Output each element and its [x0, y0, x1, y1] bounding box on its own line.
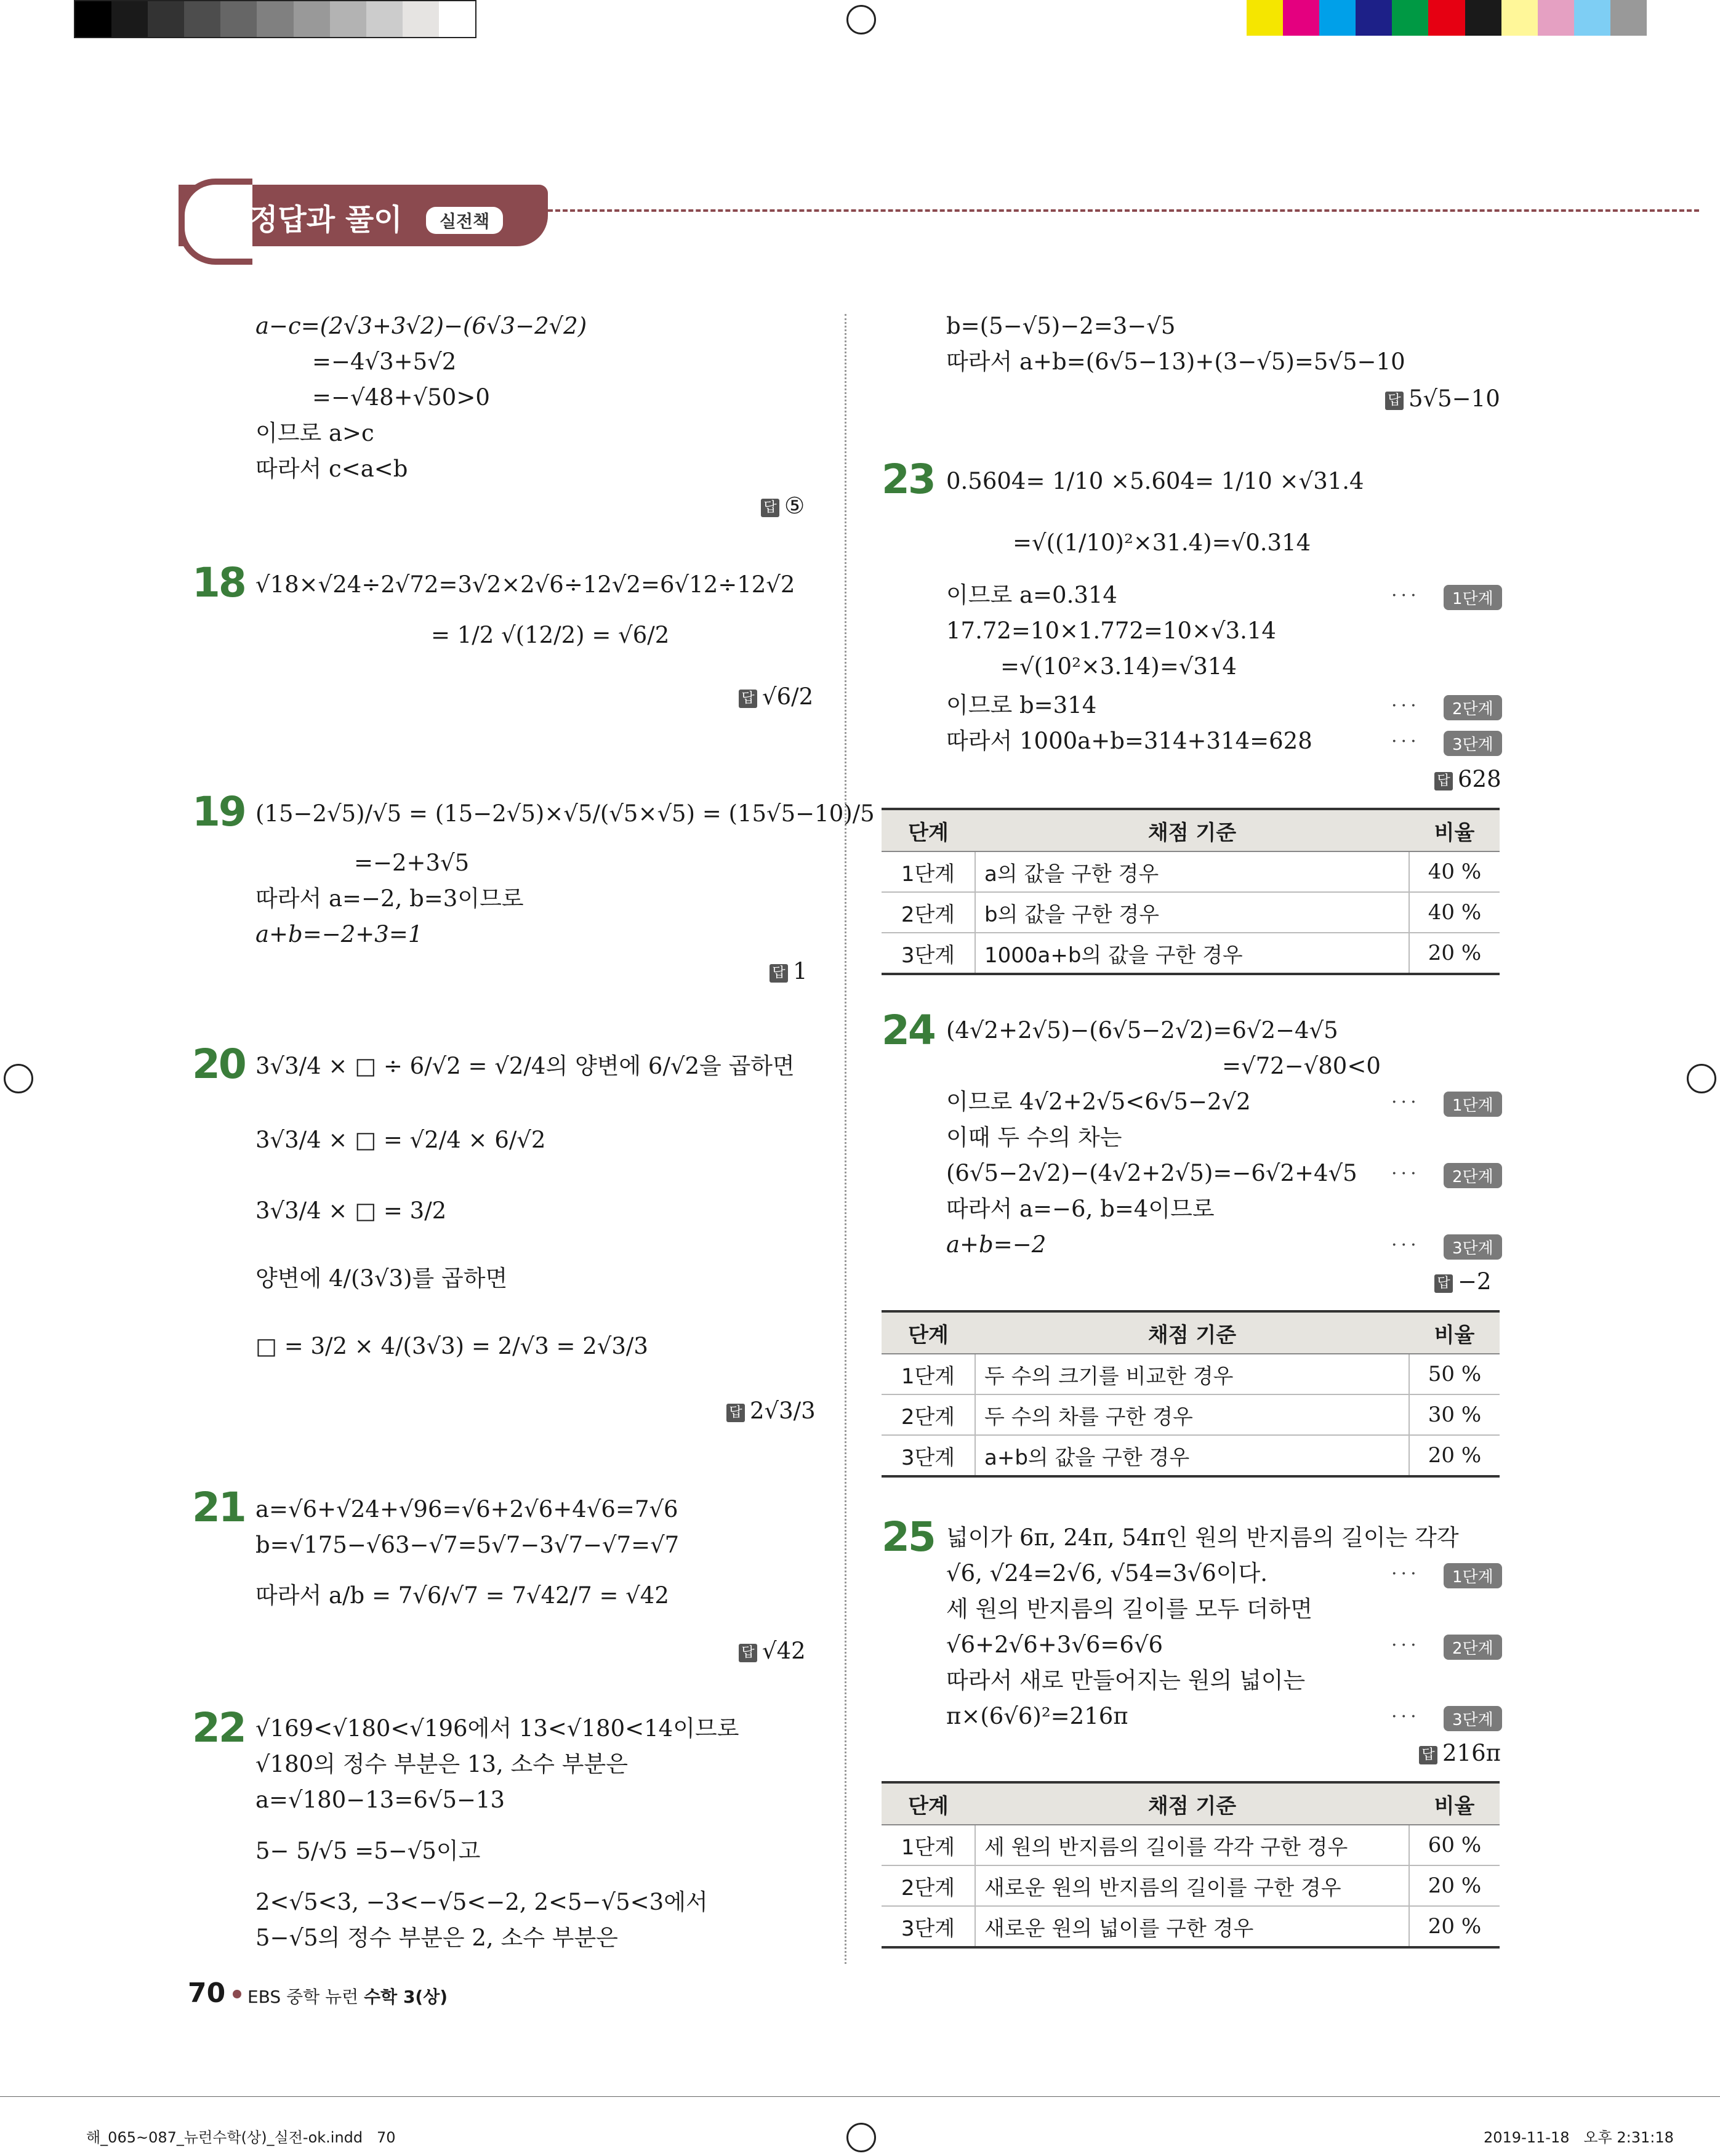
- table-row: [882, 892, 1500, 933]
- p25-line-5: 따라서 새로 만들어지는 원의 넓이는: [946, 1667, 1306, 1694]
- page-number: 70: [188, 1977, 226, 2009]
- header-arc: [179, 179, 252, 265]
- p24-line-5: (6√5−2√2)−(4√2+2√5)=−6√2+4√5: [946, 1160, 1357, 1186]
- p25-step-3: 3단계: [1444, 1706, 1502, 1731]
- answer-icon: 답: [1419, 1746, 1437, 1764]
- prev-answer: [761, 493, 805, 519]
- cell-criteria: a의 값을 구한 경우: [975, 851, 1409, 892]
- table-header-row: [882, 809, 1500, 851]
- p24-step-3-dots: ···: [1391, 1234, 1420, 1256]
- footer-subject: 수학 3(상): [364, 1987, 448, 2007]
- p25-line-2: √6, √24=2√6, √54=3√6이다.: [946, 1560, 1268, 1587]
- cell-step: 2단계: [882, 1865, 975, 1906]
- table-row: [882, 1394, 1500, 1435]
- p20-answer-value: 2√3/3: [750, 1398, 816, 1424]
- p24-step-3: 3단계: [1444, 1234, 1502, 1260]
- cell-ratio: 20 %: [1409, 933, 1500, 974]
- p21-line-2: b=√175−√63−√7=5√7−3√7−√7=√7: [255, 1532, 680, 1558]
- p19-line-4: a+b=−2+3=1: [255, 921, 423, 947]
- header-title: 정답과 풀이: [249, 203, 403, 237]
- answer-icon: 답: [726, 1404, 745, 1422]
- p22-cont-line-2: 따라서 a+b=(6√5−13)+(3−√5)=5√5−10: [946, 348, 1405, 375]
- p19-line-3: 따라서 a=−2, b=3이므로: [255, 885, 524, 912]
- p25-step-1-dots: ···: [1391, 1563, 1420, 1585]
- cell-criteria: 두 수의 크기를 비교한 경우: [975, 1354, 1409, 1394]
- p23-answer: [1434, 766, 1501, 792]
- footer-dot: [233, 1990, 241, 1998]
- p18-answer-value: √6/2: [762, 683, 814, 710]
- p24-line-6: 따라서 a=−6, b=4이므로: [946, 1196, 1215, 1222]
- header-ratio: 비율: [1409, 809, 1500, 851]
- problem-24-number: 24: [882, 1007, 934, 1054]
- calibration-swatch: [111, 1, 148, 37]
- registration-mark-left: [4, 1064, 33, 1093]
- p25-step-2: 2단계: [1444, 1635, 1502, 1660]
- cell-ratio: 40 %: [1409, 851, 1500, 892]
- p24-line-1: (4√2+2√5)−(6√5−2√2)=6√2−4√5: [946, 1017, 1338, 1044]
- color-calibration-bar: [1247, 0, 1647, 36]
- p25-step-3-dots: ···: [1391, 1706, 1420, 1728]
- header-criteria: 채점 기준: [975, 809, 1409, 851]
- calibration-swatch: [1319, 0, 1356, 36]
- p25-answer: [1419, 1740, 1501, 1766]
- calibration-swatch: [1465, 0, 1501, 36]
- p22-cont-line-1: b=(5−√5)−2=3−√5: [946, 313, 1176, 339]
- p23-line-4: 17.72=10×1.772=10×√3.14: [946, 617, 1276, 644]
- cell-criteria: 새로운 원의 넓이를 구한 경우: [975, 1906, 1409, 1947]
- p20-line-5: □ = 3/2 × 4/(3√3) = 2/√3 = 2√3/3: [255, 1333, 648, 1359]
- calibration-swatch: [403, 1, 439, 37]
- header-badge: 실전책: [426, 207, 503, 234]
- p24-line-3: 이므로 4√2+2√5<6√5−2√2: [946, 1088, 1251, 1115]
- problem-19-number: 19: [192, 788, 245, 835]
- answer-icon: 답: [1434, 772, 1453, 790]
- prev-line-5: 따라서 c<a<b: [255, 456, 408, 482]
- p23-line-5: =√(10²×3.14)=√314: [1000, 653, 1237, 680]
- prev-line-4: 이므로 a>c: [255, 420, 374, 446]
- cell-step: 3단계: [882, 1435, 975, 1476]
- table-row: [882, 1435, 1500, 1476]
- answer-icon: 답: [739, 690, 757, 708]
- cell-criteria: a+b의 값을 구한 경우: [975, 1435, 1409, 1476]
- p24-answer-value: −2: [1458, 1268, 1492, 1295]
- prev-answer-value: ⑤: [784, 493, 805, 519]
- header-rule: [548, 209, 1699, 212]
- problem-22-number: 22: [192, 1704, 245, 1752]
- calibration-swatch: [75, 1, 111, 37]
- cell-criteria: b의 값을 구한 경우: [975, 892, 1409, 933]
- problem-20-number: 20: [192, 1040, 245, 1088]
- problem-18-number: 18: [192, 559, 245, 606]
- p24-step-1: 1단계: [1444, 1092, 1502, 1117]
- p24-scoring-table: [882, 1310, 1500, 1478]
- p22-line-1: √169<√180<√196에서 13<√180<14이므로: [255, 1715, 739, 1742]
- p18-line-1: √18×√24÷2√72=3√2×2√6÷12√2=6√12÷12√2: [255, 571, 795, 598]
- calibration-swatch: [1501, 0, 1538, 36]
- column-divider: [845, 314, 846, 1964]
- p23-answer-value: 628: [1458, 766, 1501, 792]
- cell-step: 1단계: [882, 1825, 975, 1865]
- p21-line-1: a=√6+√24+√96=√6+2√6+4√6=7√6: [255, 1496, 678, 1522]
- p20-line-4: 양변에 4/(3√3)를 곱하면: [255, 1265, 508, 1292]
- p22-answer-value: 5√5−10: [1409, 385, 1500, 412]
- table-row: [882, 851, 1500, 892]
- cell-criteria: 두 수의 차를 구한 경우: [975, 1394, 1409, 1435]
- p24-step-2: 2단계: [1444, 1163, 1502, 1188]
- table-row: [882, 1825, 1500, 1865]
- p22-line-4: 5− 5/√5 =5−√5이고: [255, 1838, 481, 1864]
- table-header-row: [882, 1311, 1500, 1354]
- p19-line-1: (15−2√5)/√5 = (15−2√5)×√5/(√5×√5) = (15√5−10)/5: [255, 800, 875, 827]
- answer-icon: 답: [761, 499, 779, 517]
- header-ratio: 비율: [1409, 1311, 1500, 1354]
- problem-23-number: 23: [882, 456, 934, 503]
- p19-answer-value: 1: [793, 958, 808, 984]
- registration-mark-bottom: [846, 2123, 876, 2152]
- problem-25-number: 25: [882, 1513, 934, 1561]
- p25-line-3: 세 원의 반지름의 길이를 모두 더하면: [946, 1596, 1312, 1622]
- registration-mark-top: [846, 5, 876, 34]
- p23-step-3: 3단계: [1444, 731, 1502, 756]
- answer-icon: 답: [770, 964, 788, 983]
- p21-answer: [739, 1638, 806, 1664]
- problem-21-number: 21: [192, 1484, 245, 1531]
- calibration-swatch: [330, 1, 366, 37]
- cell-ratio: 20 %: [1409, 1865, 1500, 1906]
- calibration-swatch: [148, 1, 184, 37]
- p23-step-2: 2단계: [1444, 695, 1502, 720]
- p23-line-2: =√((1/10)²×31.4)=√0.314: [1013, 529, 1311, 556]
- calibration-swatch: [1428, 0, 1465, 36]
- cell-step: 3단계: [882, 1906, 975, 1947]
- p18-answer: [739, 683, 813, 710]
- p24-step-1-dots: ···: [1391, 1092, 1420, 1113]
- cell-ratio: 20 %: [1409, 1435, 1500, 1476]
- table-header-row: [882, 1782, 1500, 1825]
- calibration-swatch: [1247, 0, 1283, 36]
- p24-line-2: =√72−√80<0: [1222, 1053, 1381, 1079]
- cell-step: 2단계: [882, 892, 975, 933]
- p25-line-4: √6+2√6+3√6=6√6: [946, 1631, 1163, 1658]
- header-step: 단계: [882, 1782, 975, 1825]
- p22-line-2: √180의 정수 부분은 13, 소수 부분은: [255, 1751, 629, 1777]
- cell-ratio: 60 %: [1409, 1825, 1500, 1865]
- table-row: [882, 1865, 1500, 1906]
- answer-icon: 답: [1434, 1274, 1453, 1293]
- header-criteria: 채점 기준: [975, 1311, 1409, 1354]
- table-row: [882, 1906, 1500, 1947]
- footer-book-name: EBS 중학 뉴런: [247, 1987, 359, 2007]
- p23-line-7: 따라서 1000a+b=314+314=628: [946, 728, 1312, 754]
- cell-ratio: 40 %: [1409, 892, 1500, 933]
- cell-criteria: 1000a+b의 값을 구한 경우: [975, 933, 1409, 974]
- p20-line-1: 3√3/4 × □ ÷ 6/√2 = √2/4의 양변에 6/√2을 곱하면: [255, 1053, 795, 1079]
- table-row: [882, 1354, 1500, 1394]
- calibration-swatch: [1283, 0, 1319, 36]
- answer-icon: 답: [739, 1644, 757, 1662]
- calibration-swatch: [1574, 0, 1610, 36]
- p25-line-1: 넓이가 6π, 24π, 54π인 원의 반지름의 길이는 각각: [946, 1524, 1459, 1551]
- calibration-swatch: [184, 1, 220, 37]
- table-row: [882, 933, 1500, 974]
- p21-line-3: 따라서 a/b = 7√6/√7 = 7√42/7 = √42: [255, 1582, 669, 1609]
- p25-scoring-table: [882, 1781, 1500, 1949]
- gray-calibration-bar: [74, 0, 476, 38]
- header-step: 단계: [882, 809, 975, 851]
- p23-step-1: 1단계: [1444, 585, 1502, 610]
- calibration-swatch: [220, 1, 257, 37]
- registration-mark-right: [1687, 1064, 1716, 1093]
- prev-line-2: =−4√3+5√2: [312, 348, 457, 375]
- p24-answer: [1434, 1268, 1492, 1295]
- p19-answer: [770, 958, 808, 984]
- p23-line-1: 0.5604= 1/10 ×5.604= 1/10 ×√31.4: [946, 468, 1364, 494]
- calibration-swatch: [1392, 0, 1428, 36]
- footer-book: [247, 1984, 448, 2008]
- p19-line-2: =−2+3√5: [354, 850, 470, 876]
- p18-line-2: = 1/2 √(12/2) = √6/2: [431, 622, 670, 648]
- cell-ratio: 50 %: [1409, 1354, 1500, 1394]
- p20-line-3: 3√3/4 × □ = 3/2: [255, 1197, 447, 1224]
- p23-scoring-table: [882, 808, 1500, 975]
- calibration-swatch: [1610, 0, 1647, 36]
- footer-timestamp: 2019-11-18 오후 2:31:18: [1484, 2129, 1674, 2146]
- cell-step: 1단계: [882, 851, 975, 892]
- p25-line-6: π×(6√6)²=216π: [946, 1703, 1128, 1729]
- calibration-swatch: [366, 1, 403, 37]
- p23-step-3-dots: ···: [1391, 731, 1420, 752]
- cell-criteria: 세 원의 반지름의 길이를 각각 구한 경우: [975, 1825, 1409, 1865]
- header-criteria: 채점 기준: [975, 1782, 1409, 1825]
- p24-step-2-dots: ···: [1391, 1163, 1420, 1185]
- p23-line-6: 이므로 b=314: [946, 692, 1097, 718]
- p20-answer: [726, 1398, 816, 1424]
- p23-step-2-dots: ···: [1391, 695, 1420, 717]
- cell-step: 1단계: [882, 1354, 975, 1394]
- footer-rule: [0, 2096, 1720, 2097]
- calibration-swatch: [1356, 0, 1392, 36]
- calibration-swatch: [294, 1, 330, 37]
- cell-step: 3단계: [882, 933, 975, 974]
- p24-line-7: a+b=−2: [946, 1231, 1047, 1258]
- p23-line-3: 이므로 a=0.314: [946, 582, 1117, 608]
- p22-answer: [1385, 385, 1500, 412]
- calibration-swatch: [257, 1, 293, 37]
- p25-step-1: 1단계: [1444, 1563, 1502, 1588]
- cell-step: 2단계: [882, 1394, 975, 1435]
- p23-step-1-dots: ···: [1391, 585, 1420, 606]
- p21-answer-value: √42: [762, 1638, 806, 1664]
- p24-line-4: 이때 두 수의 차는: [946, 1124, 1122, 1151]
- p20-line-2: 3√3/4 × □ = √2/4 × 6/√2: [255, 1127, 546, 1153]
- p22-line-3: a=√180−13=6√5−13: [255, 1787, 505, 1813]
- cell-ratio: 30 %: [1409, 1394, 1500, 1435]
- answer-icon: 답: [1385, 392, 1404, 410]
- prev-line-1: a−c=(2√3+3√2)−(6√3−2√2): [255, 313, 587, 339]
- calibration-swatch: [439, 1, 475, 37]
- cell-ratio: 20 %: [1409, 1906, 1500, 1947]
- header-ratio: 비율: [1409, 1782, 1500, 1825]
- p25-answer-value: 216π: [1442, 1740, 1501, 1766]
- header-step: 단계: [882, 1311, 975, 1354]
- calibration-swatch: [1538, 0, 1574, 36]
- p22-line-6: 5−√5의 정수 부분은 2, 소수 부분은: [255, 1925, 618, 1951]
- footer-file: 해_065~087_뉴런수학(상)_실전-ok.indd 70: [86, 2129, 396, 2146]
- p25-step-2-dots: ···: [1391, 1635, 1420, 1656]
- prev-line-3: =−√48+√50>0: [312, 384, 490, 411]
- cell-criteria: 새로운 원의 반지름의 길이를 구한 경우: [975, 1865, 1409, 1906]
- p22-line-5: 2<√5<3, −3<−√5<−2, 2<5−√5<3에서: [255, 1889, 708, 1915]
